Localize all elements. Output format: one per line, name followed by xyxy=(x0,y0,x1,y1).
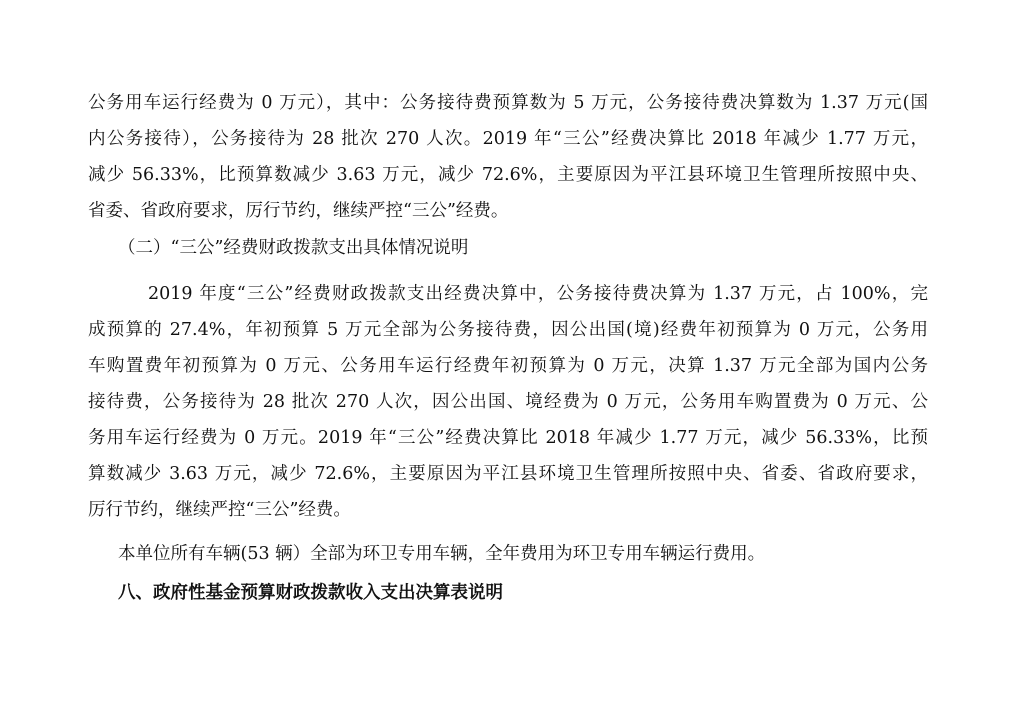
section-heading-8: 八、政府性基金预算财政拨款收入支出决算表说明 xyxy=(118,583,503,603)
paragraph-3: 本单位所有车辆(53 辆）全部为环卫专用车辆，全年费用为环卫专用车辆运行费用。 xyxy=(118,544,766,564)
paragraph-2-line-5: 务用车运行经费为 0 万元。2019 年“三公”经费决算比 2018 年减少 1.77 万元，减少 56.33%，比预 xyxy=(88,428,928,448)
paragraph-2-line-1: 2019 年度“三公”经费财政拨款支出经费决算中，公务接待费决算为 1.37 万元，占 100%，完 xyxy=(148,284,928,304)
paragraph-2-line-6: 算数减少 3.63 万元，减少 72.6%，主要原因为平江县环境卫生管理所按照中央、省委、省政府要求， xyxy=(88,464,928,484)
paragraph-2-line-2: 成预算的 27.4%，年初预算 5 万元全部为公务接待费，因公出国(境)经费年初预算为 0 万元，公务用 xyxy=(88,320,928,340)
paragraph-2-line-4: 接待费，公务接待为 28 批次 270 人次，因公出国、境经费为 0 万元，公务用车购置费为 0 万元、公 xyxy=(88,392,928,412)
paragraph-1-line-3: 减少 56.33%，比预算数减少 3.63 万元，减少 72.6%，主要原因为平江县环境卫生管理所按照中央、 xyxy=(88,165,928,185)
paragraph-1-line-1: 公务用车运行经费为 0 万元），其中：公务接待费预算数为 5 万元，公务接待费决算数为 1.37 万元(国 xyxy=(88,93,928,113)
paragraph-2-line-7: 厉行节约，继续严控“三公”经费。 xyxy=(88,500,351,520)
paragraph-1-line-2: 内公务接待），公务接待为 28 批次 270 人次。2019 年“三公”经费决算比 2018 年减少 1.77 万元， xyxy=(88,129,928,149)
paragraph-1-line-4: 省委、省政府要求，厉行节约，继续严控“三公”经费。 xyxy=(88,201,509,221)
subheading-sanggong-detail: （二）“三公”经费财政拨款支出具体情况说明 xyxy=(118,238,469,258)
paragraph-2-line-3: 车购置费年初预算为 0 万元、公务用车运行经费年初预算为 0 万元，决算 1.37 万元全部为国内公务 xyxy=(88,356,928,376)
